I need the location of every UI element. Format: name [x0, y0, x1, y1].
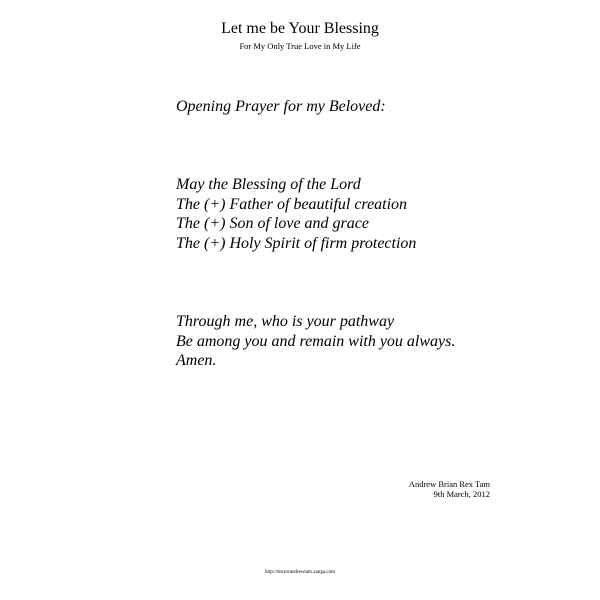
document-subtitle: For My Only True Love in My Life	[239, 41, 361, 51]
stanza-line: Through me, who is your pathway	[176, 313, 395, 330]
stanza-line: Be among you and remain with you always.	[176, 332, 456, 350]
stanza-line: The (+) Holy Spirit of firm protection	[176, 234, 417, 252]
stanza-2	[176, 312, 455, 371]
document-title: Let me be Your Blessing	[221, 20, 379, 37]
signature-block	[409, 479, 490, 499]
stanza-1	[176, 175, 416, 253]
stanza-line: The (+) Son of love and grace	[176, 215, 369, 232]
signature-date: 9th March, 2012	[433, 489, 490, 499]
stanza-line: The (+) Father of beautiful creation	[176, 195, 408, 213]
opening-heading: Opening Prayer for my Beloved:	[176, 98, 386, 115]
author-name: Andrew Brian Rex Tam	[408, 479, 490, 489]
footer-url: http://doctorandrewtam.xanga.com	[265, 570, 335, 575]
stanza-line: May the Blessing of the Lord	[176, 176, 361, 193]
stanza-line: Amen.	[176, 352, 217, 369]
